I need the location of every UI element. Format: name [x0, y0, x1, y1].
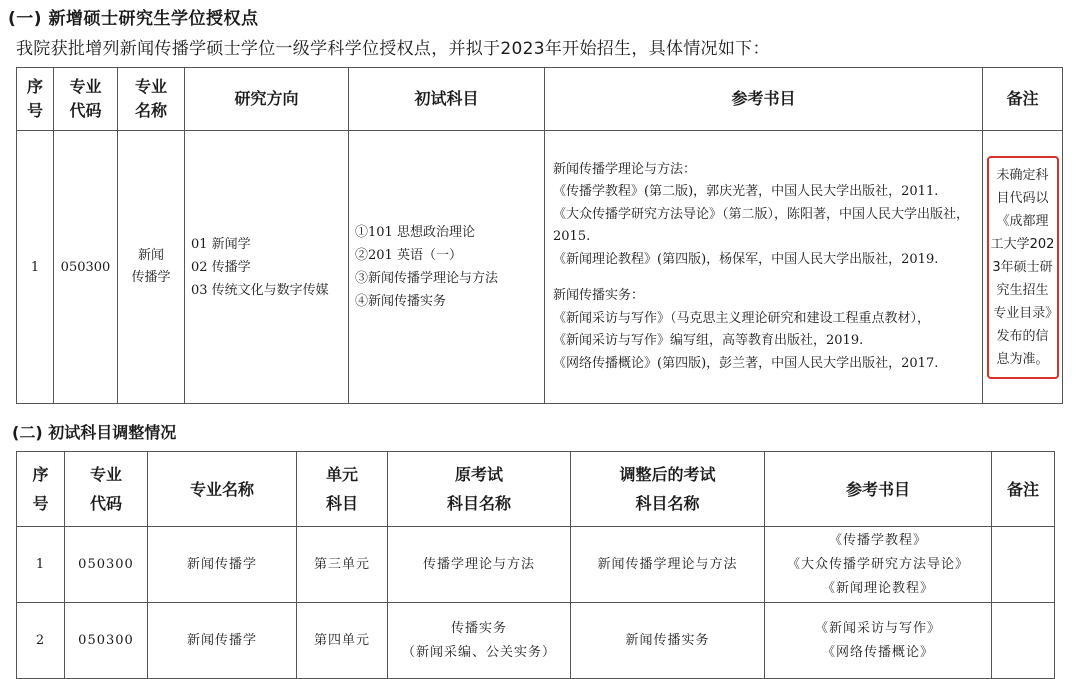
cell-code: 050300: [65, 527, 148, 603]
table-header-row: [17, 68, 1063, 131]
header-name: 专业名称: [148, 452, 297, 527]
cell-code: 050300: [54, 131, 118, 404]
header-note: 备注: [992, 452, 1055, 527]
cell-unit: 第三单元: [297, 527, 388, 603]
cell-books: [545, 131, 983, 404]
new-degree-table: [16, 67, 1063, 404]
cell-name: 新闻 传播学: [118, 131, 185, 404]
book-line: 《网络传播概论》(第四版)，彭兰著，中国人民大学出版社，2017.: [553, 355, 939, 371]
section2-heading: (二) 初试科目调整情况: [12, 423, 177, 442]
cell-books: 《传播学教程》 《大众传播学研究方法导论》 《新闻理论教程》: [765, 527, 992, 603]
subject-item: ③新闻传播学理论与方法: [355, 271, 499, 286]
table-row: [17, 527, 1055, 603]
direction-item: 03 传统文化与数字传媒: [191, 282, 329, 298]
cell-subjects: [349, 131, 545, 404]
header-exam: 初试科目: [349, 68, 545, 131]
cell-seq: 1: [17, 527, 65, 603]
header-books: 参考书目: [765, 452, 992, 527]
header-unit: 单元 科目: [297, 452, 388, 527]
subject-item: ②201 英语（一）: [355, 248, 462, 263]
book-line: 《新闻理论教程》(第四版)，杨保军，中国人民大学出版社，2019.: [553, 251, 939, 267]
header-original-subject: 原考试 科目名称: [388, 452, 571, 527]
book-line: 《传播学教程》(第二版)，郭庆光著，中国人民大学出版社，2011.: [553, 184, 939, 200]
cell-code: 050300: [65, 603, 148, 679]
cell-original-subject: 传播学理论与方法: [388, 527, 571, 603]
header-note: 备注: [983, 68, 1063, 131]
table-row: [17, 131, 1063, 404]
cell-note: [992, 603, 1055, 679]
highlighted-note: 未确定科目代码以《成都理工大学2023年硕士研究生招生专业目录》发布的信息为准。: [987, 156, 1059, 379]
direction-item: 01 新闻学: [191, 236, 251, 252]
section1-heading: (一) 新增硕士研究生学位授权点: [8, 9, 259, 29]
cell-original-subject: 传播实务 （新闻采编、公关实务）: [388, 603, 571, 679]
cell-seq: 1: [17, 131, 54, 404]
header-adjusted-subject: 调整后的考试 科目名称: [571, 452, 765, 527]
direction-item: 02 传播学: [191, 259, 251, 275]
table-header-row: [17, 452, 1055, 527]
book-line: 新闻传播实务：: [553, 288, 645, 304]
table-row: [17, 603, 1055, 679]
cell-note: [983, 131, 1063, 404]
cell-name: 新闻传播学: [148, 527, 297, 603]
cell-books: 《新闻采访与写作》 《网络传播概论》: [765, 603, 992, 679]
cell-unit: 第四单元: [297, 603, 388, 679]
cell-name: 新闻传播学: [148, 603, 297, 679]
cell-directions: [185, 131, 349, 404]
header-name: 专业 名称: [118, 68, 185, 131]
book-line: 《新闻采访与写作》编写组，高等教育出版社，2019.: [553, 333, 864, 349]
header-books: 参考书目: [545, 68, 983, 131]
header-seq: 序 号: [17, 452, 65, 527]
header-code: 专业 代码: [54, 68, 118, 131]
header-direction: 研究方向: [185, 68, 349, 131]
book-line: 新闻传播学理论与方法：: [553, 161, 697, 177]
book-line: 《大众传播学研究方法导论》（第二版），陈阳著，中国人民大学出版社，2015.: [553, 206, 970, 245]
header-code: 专业 代码: [65, 452, 148, 527]
cell-adjusted-subject: 新闻传播学理论与方法: [571, 527, 765, 603]
subject-adjustment-table: [16, 451, 1055, 679]
book-line: 《新闻采访与写作》（马克思主义理论研究和建设工程重点教材），: [553, 310, 931, 326]
header-seq: 序 号: [17, 68, 54, 131]
cell-adjusted-subject: 新闻传播实务: [571, 603, 765, 679]
subject-item: ④新闻传播实务: [355, 294, 447, 309]
cell-seq: 2: [17, 603, 65, 679]
cell-note: [992, 527, 1055, 603]
section1-intro: 我院获批增列新闻传播学硕士学位一级学科学位授权点，并拟于2023年开始招生，具体情况如下：: [16, 39, 770, 59]
subject-item: ①101 思想政治理论: [355, 225, 475, 240]
